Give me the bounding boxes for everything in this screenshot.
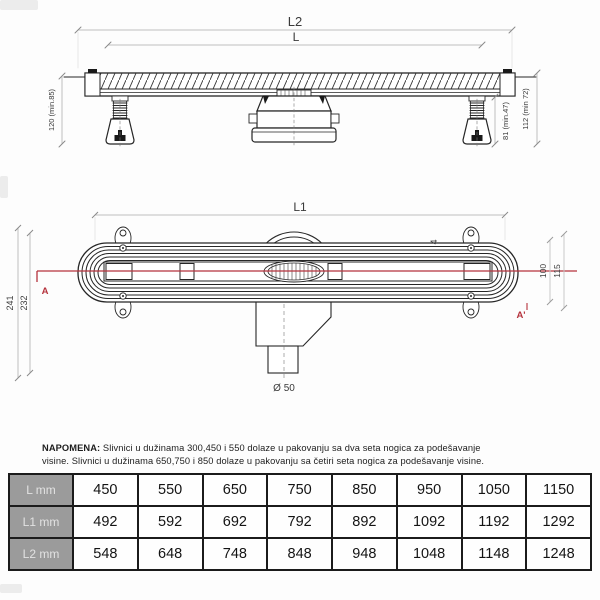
value-cell: 1292 [526,506,591,538]
table-row-l1 [9,506,591,538]
dimension-112 [521,70,540,147]
value-cell: 892 [332,506,397,538]
note-line-2: visine. Slivnici u dužinama 650,750 i 850 dolaze u pakovanju sa četiri seta nogica za podešavanje visine. [42,456,485,466]
value-cell: 650 [203,474,268,506]
side-view [47,14,540,148]
outlet-housing [256,302,331,380]
value-cell: 948 [332,538,397,570]
row-label-cell: L1 mm [9,506,73,538]
note-line-1: NAPOMENA: Slivnici u dužinama 300,450 i 550 dolaze u pakovanju sa dva seta nogica za podešavanje [42,443,481,453]
plan-view [5,200,577,394]
section-marker-a: A [41,286,49,297]
value-cell: 1150 [526,474,591,506]
scan-artifact [0,584,22,593]
adjustable-leg-left [106,99,134,148]
dim-232-label: 232 [19,295,29,311]
value-cell: 1050 [462,474,527,506]
value-cell: 1092 [397,506,462,538]
value-cell: 450 [73,474,138,506]
dimension-l [105,30,485,48]
dim-l1-label: L1 [293,200,307,214]
value-cell: 750 [267,474,332,506]
dim-81-label: 81 (min.47) [501,102,510,140]
adjustable-leg-right [463,99,491,148]
napomena-note [42,442,542,468]
dim-l-label: L [292,30,300,44]
value-cell: 1148 [462,538,527,570]
dim-241-label: 241 [5,295,15,311]
table-row-l2 [9,538,591,570]
dim-112-label: 112 (min 72) [521,88,530,130]
value-cell: 550 [138,474,203,506]
dimension-232 [19,230,33,376]
dim-120-label: 120 (min.85) [47,88,56,132]
section-marker-a-prime: A' [516,310,526,321]
dim-115-label: 115 [552,264,562,278]
dimension-120 [47,73,65,147]
dimensions-table [8,473,592,571]
row-label-cell: L mm [9,474,73,506]
value-cell: 592 [138,506,203,538]
value-cell: 692 [203,506,268,538]
screw-count-label: 4 [429,239,439,245]
value-cell: 950 [397,474,462,506]
dimension-81 [492,94,510,147]
dim-l2-label: L2 [287,14,303,29]
table-row-l [9,474,591,506]
value-cell: 492 [73,506,138,538]
value-cell: 648 [138,538,203,570]
value-cell: 1048 [397,538,462,570]
value-cell: 1248 [526,538,591,570]
value-cell: 850 [332,474,397,506]
row-label-cell: L2 mm [9,538,73,570]
value-cell: 792 [267,506,332,538]
siphon-side-profile [249,87,339,147]
value-cell: 848 [267,538,332,570]
value-cell: 1192 [462,506,527,538]
value-cell: 548 [73,538,138,570]
pipe-diameter-label: Ø 50 [273,383,295,394]
dim-100-label: 100 [538,263,548,279]
value-cell: 748 [203,538,268,570]
note-label: NAPOMENA: [42,443,101,453]
